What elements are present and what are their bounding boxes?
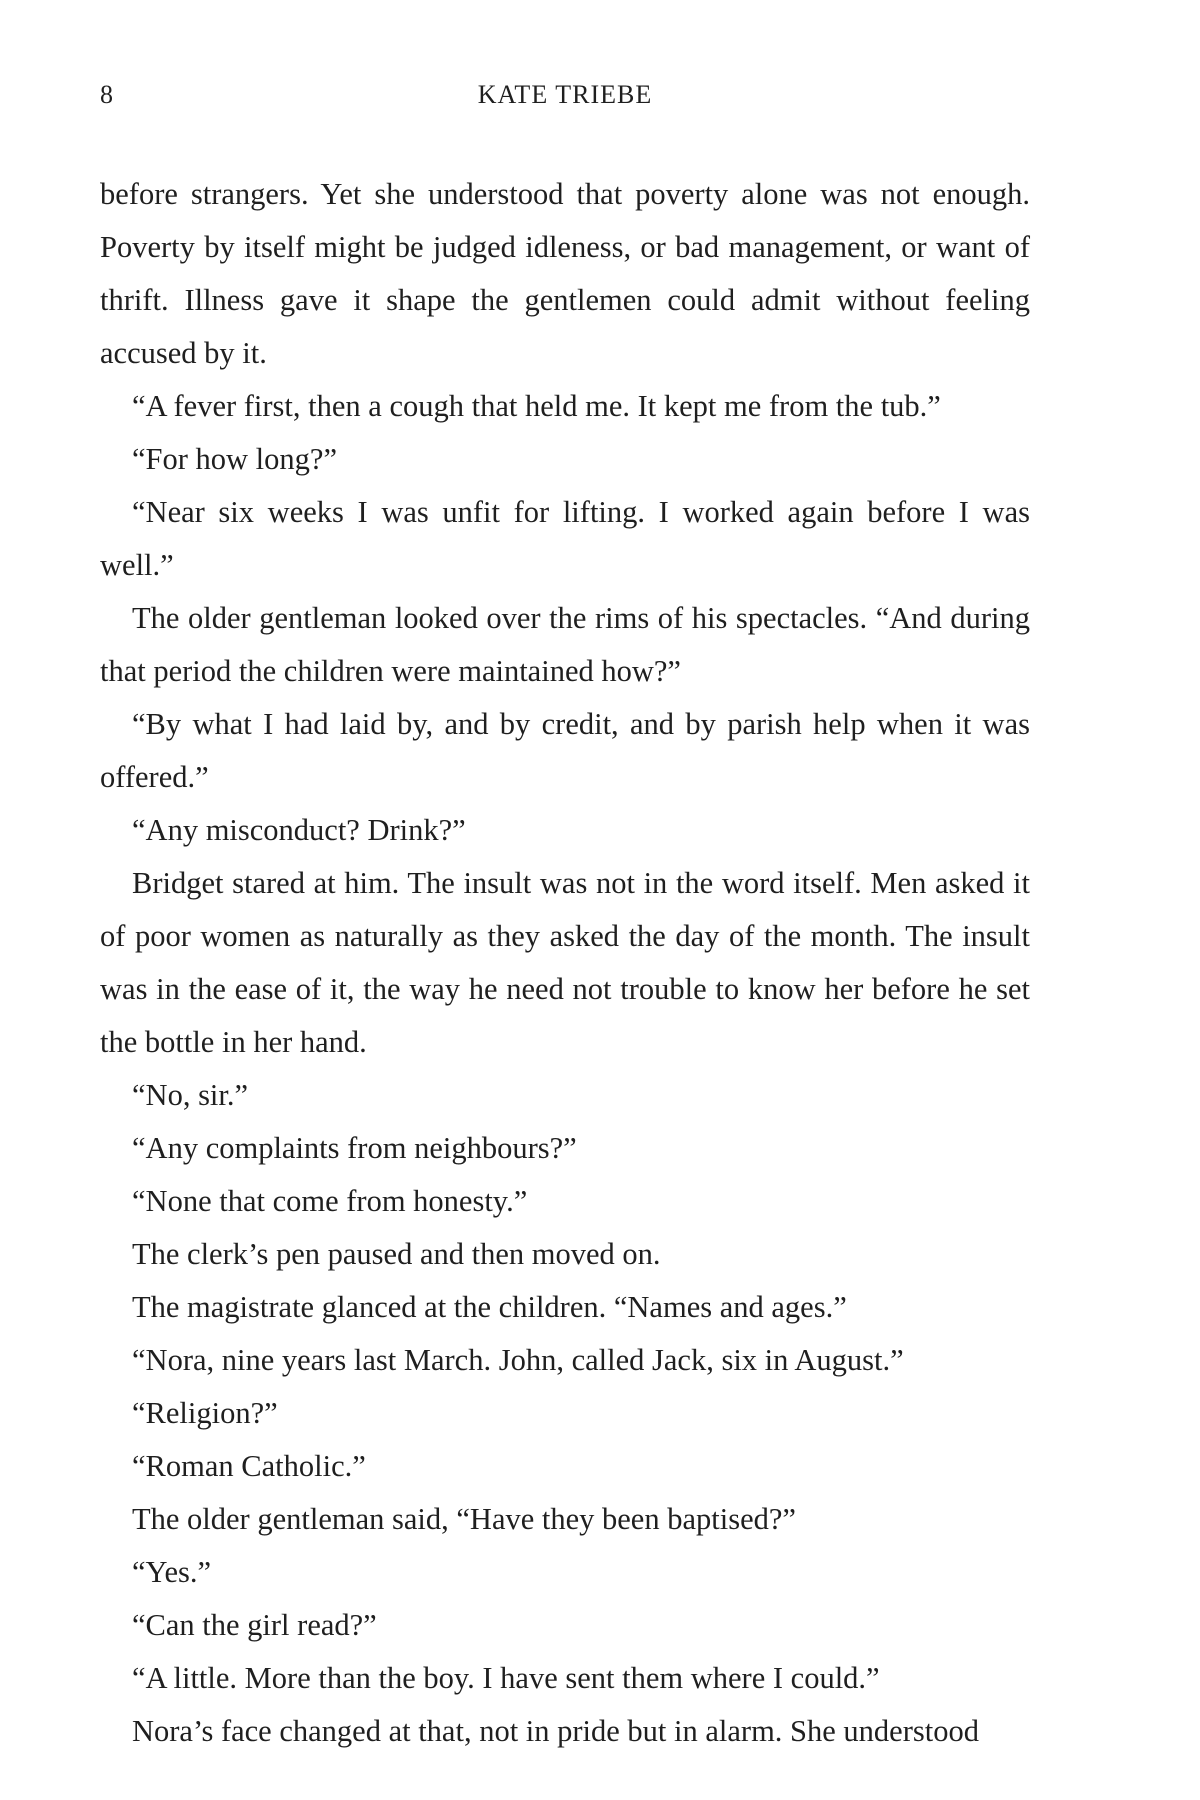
paragraph: “Religion?” [132, 1396, 278, 1430]
paragraph: Bridget stared at him. The insult was not in the word itself. Men asked it of poor women as naturally as they asked the day of the month. The insult was in the ease of it, the way he need not trouble to know her before he set the bottle in her hand. [100, 866, 1030, 1059]
paragraph: “A little. More than the boy. I have sent them where I could.” [132, 1661, 880, 1695]
paragraph: “A fever first, then a cough that held me. It kept me from the tub.” [132, 389, 941, 423]
paragraph: “Roman Catholic.” [132, 1449, 366, 1483]
paragraph: “For how long?” [132, 442, 337, 476]
paragraph: The clerk’s pen paused and then moved on. [132, 1237, 661, 1271]
paragraph: “Near six weeks I was unfit for lifting. I worked again before I was well.” [100, 495, 1030, 582]
paragraph: “Yes.” [132, 1555, 212, 1589]
running-head-title: KATE TRIEBE [477, 80, 653, 109]
paragraph: The older gentleman looked over the rims of his spectacles. “And during that period the children were maintained how?” [100, 601, 1030, 688]
paragraph: “None that come from honesty.” [132, 1184, 528, 1218]
paragraph: before strangers. Yet she understood that poverty alone was not enough. Poverty by itself might be judged idleness, or bad management, or want of thrift. Illness gave it shape the gentlemen could admit without feeling accused by it. [100, 177, 1030, 370]
paragraph: The magistrate glanced at the children. “Names and ages.” [132, 1290, 847, 1324]
paragraph: “Any misconduct? Drink?” [132, 813, 466, 847]
paragraph: “By what I had laid by, and by credit, and by parish help when it was offered.” [100, 707, 1030, 794]
paragraph: Nora’s face changed at that, not in pride but in alarm. She understood [132, 1714, 979, 1748]
paragraph: “Nora, nine years last March. John, called Jack, six in August.” [132, 1343, 904, 1377]
body-text [100, 168, 1030, 1758]
running-head [100, 78, 1030, 112]
paragraph: The older gentleman said, “Have they been baptised?” [132, 1502, 796, 1536]
paragraph: “No, sir.” [132, 1078, 249, 1112]
paragraph: “Can the girl read?” [132, 1608, 377, 1642]
page-number: 8 [100, 80, 113, 109]
paragraph: “Any complaints from neighbours?” [132, 1131, 577, 1165]
